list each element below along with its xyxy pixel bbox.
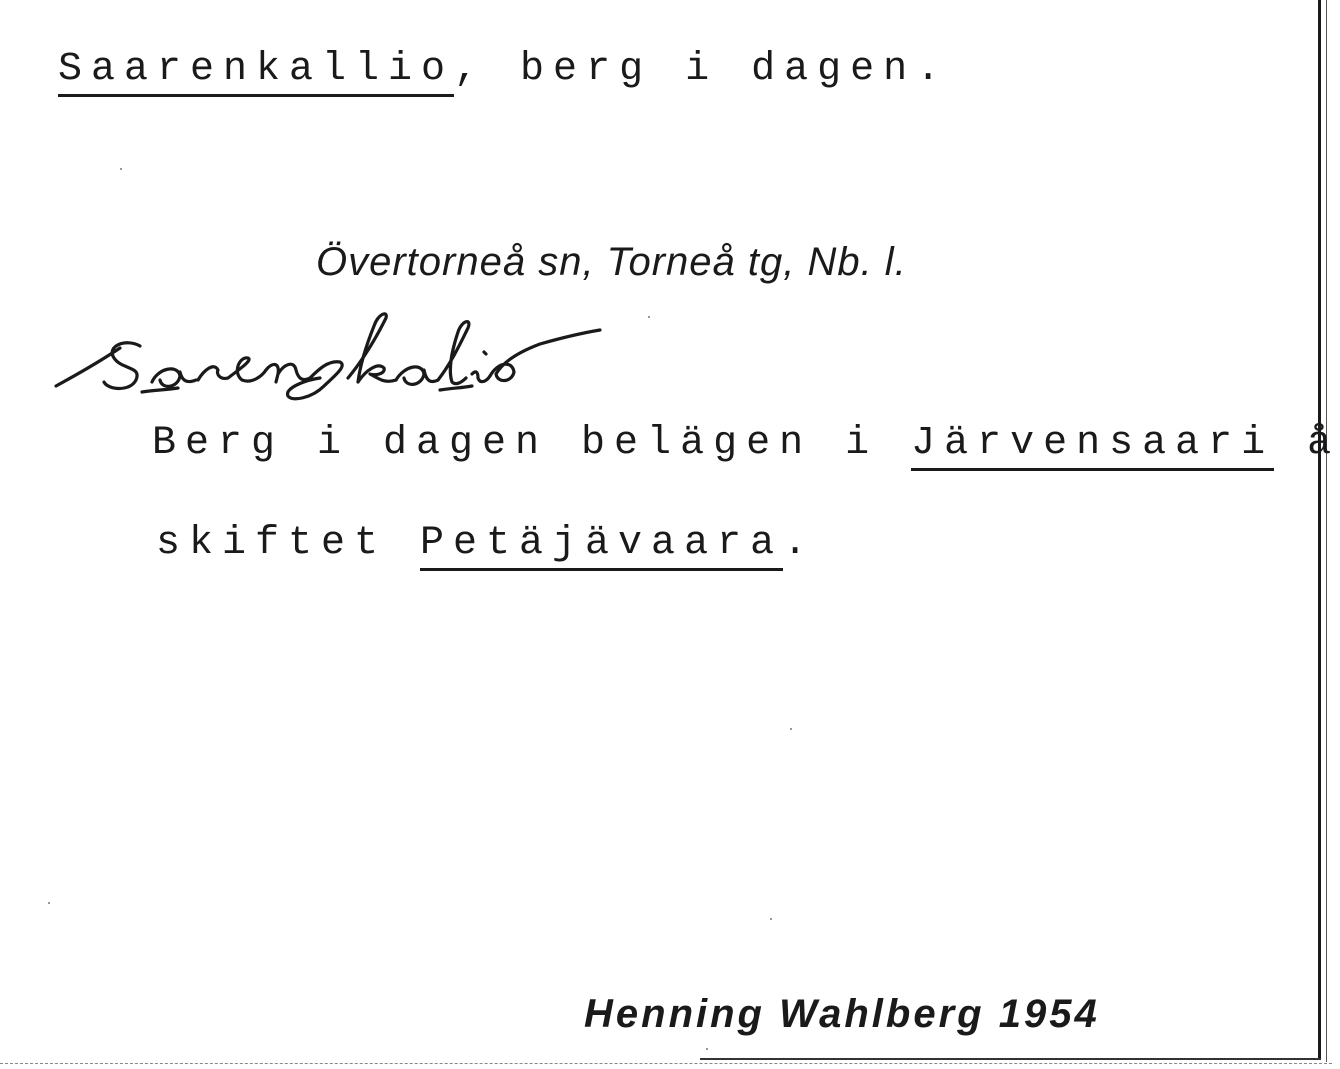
handwritten-annotation (48, 300, 628, 410)
author-signature: Henning Wahlberg 1954 (584, 992, 1100, 1036)
description-line-2-suffix: . (783, 521, 817, 566)
location-stamp: Övertorneå sn, Torneå tg, Nb. l. (316, 240, 907, 284)
description-line-1-suffix: å (1274, 421, 1340, 466)
card-edge-right-shadow (1326, 0, 1327, 1062)
scan-speck (706, 1048, 708, 1050)
scan-speck (770, 918, 772, 920)
card-edge-bottom (700, 1058, 1321, 1060)
village-name: Järvensaari (911, 421, 1274, 471)
scan-speck (48, 902, 50, 904)
parcel-name: Petäjävaara (420, 521, 783, 571)
description-line-1 (152, 420, 1340, 468)
heading-place-name: Saarenkallio (58, 47, 454, 97)
scan-speck (648, 316, 650, 318)
scan-speck (790, 728, 792, 730)
scan-speck (120, 168, 122, 170)
card-edge-right (1318, 0, 1321, 1058)
description-line-2-prefix: skiftet (156, 521, 421, 566)
card-edge-bottom-dashed (0, 1063, 1332, 1065)
description-line-1-prefix: Berg i dagen belägen i (152, 421, 912, 466)
card-heading (58, 46, 949, 94)
description-line-2 (156, 520, 816, 568)
heading-rest: , berg i dagen. (454, 47, 950, 92)
